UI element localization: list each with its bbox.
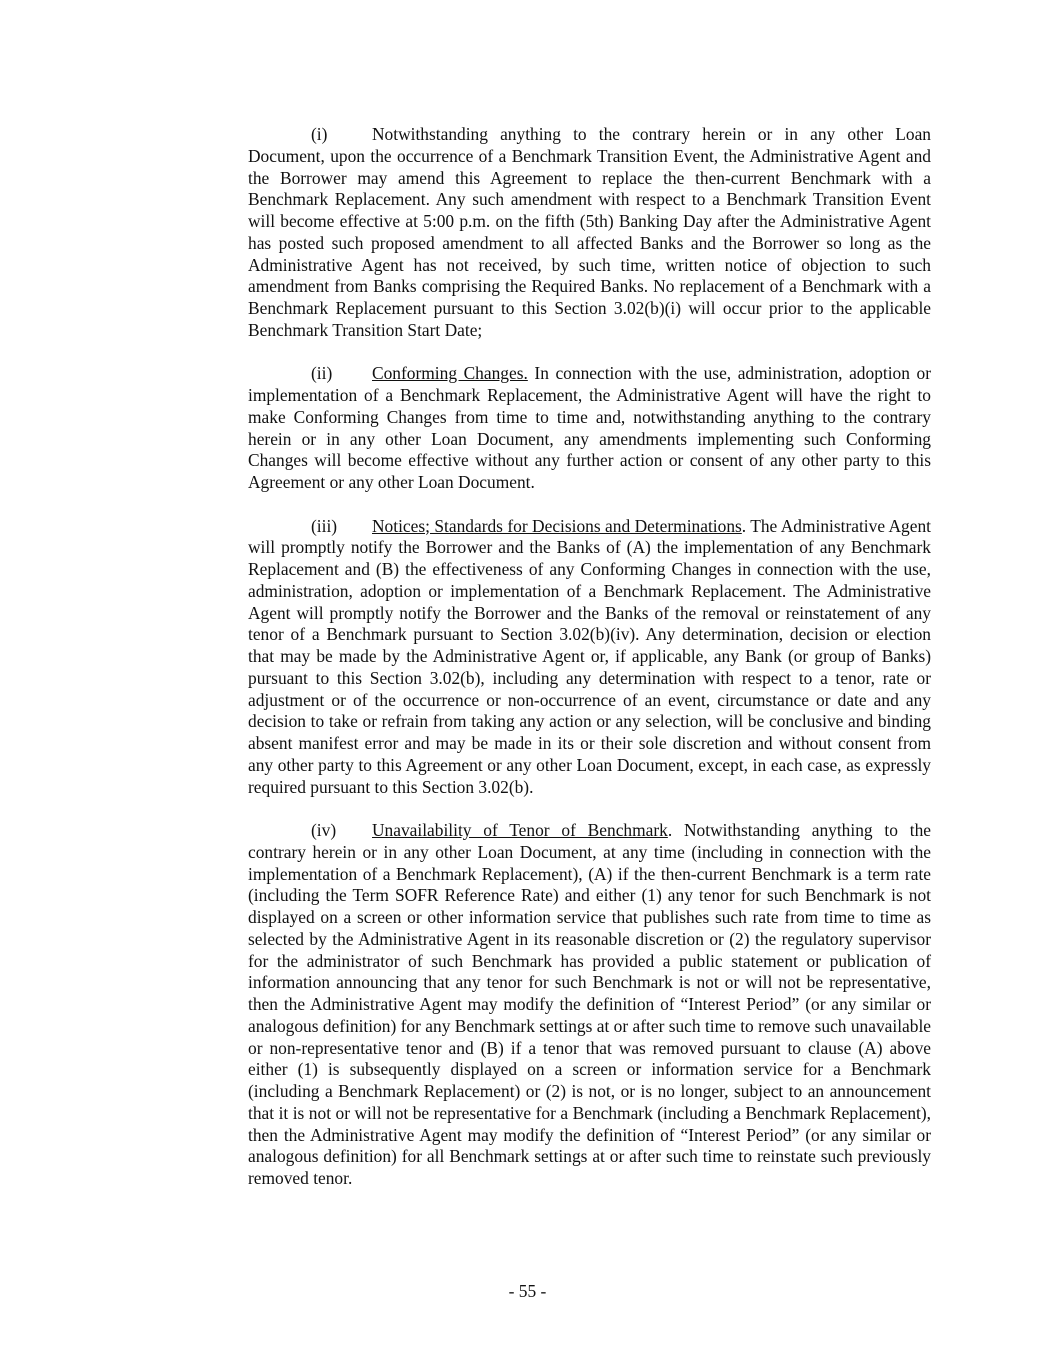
page-number: - 55 -	[508, 1281, 547, 1301]
paragraph-number: (ii)	[311, 363, 333, 384]
paragraph-iv	[248, 820, 931, 1190]
paragraph-ii	[248, 363, 931, 494]
heading-separator: .	[741, 515, 751, 536]
body-text	[248, 124, 931, 1212]
paragraph-body: The Administrative Agent will promptly notify the Borrower and the Banks of (A) the implementation of any Benchmark Replacement and (B) the effectiveness of any Conforming Changes in connection with the use, administration, adoption or implementation of a Benchmark Replacement. The Administrative Agent will promptly notify the Borrower and the Banks of the removal or reinstatement of any tenor of a Benchmark pursuant to Section 3.02(b)(iv). Any determination, decision or election that may be made by the Administrative Agent or, if applicable, any Bank (or group of Banks) pursuant to this Section 3.02(b), including any determination with respect to a tenor, rate or adjustment or of the occurrence or non-occurrence of an event, circumstance or date and any decision to take or refrain from taking any action or any selection, will be conclusive and binding absent manifest error and may be made in its or their sole discretion and without consent from any other party to this Agreement or any other Loan Document, except, in each case, as expressly required pursuant to this Section 3.02(b).	[248, 515, 931, 797]
paragraph-heading: Unavailability of Tenor of Benchmark	[372, 820, 668, 840]
paragraph-number: (iv)	[311, 820, 337, 840]
paragraph-body: Notwithstanding anything to the contrary herein or in any other Loan Document, upon the occurrence of a Benchmark Transition Event, the Administrative Agent and the Borrower may amend this Agreement to replace the then-current Benchmark with a Benchmark Replacement. Any such amendment with respect to a Benchmark Transition Event will become effective at 5:00 p.m. on the fifth (5th) Banking Day after the Administrative Agent has posted such proposed amendment to all affected Banks and the Borrower so long as the Administrative Agent has not received, by such time, written notice of objection to such amendment from Banks comprising the Required Banks. No replacement of a Benchmark with a Benchmark Replacement pursuant to this Section 3.02(b)(i) will occur prior to the applicable Benchmark Transition Start Date;	[248, 124, 931, 340]
paragraph-body: Notwithstanding anything to the contrary herein or in any other Loan Document, at any time (including in connection with the implementation of a Benchmark Replacement), (A) if the then-current Benchmark is a term rate (including the Term SOFR Reference Rate) and either (1) any tenor for such Benchmark is not displayed on a screen or other information service that publishes such rate from time to time as selected by the Administrative Agent in its reasonable discretion or (2) the regulatory supervisor for the administrator of such Benchmark has provided a public statement or publication of information announcing that any tenor for such Benchmark is not or will not be representative, then the Administrative Agent may modify the definition of “Interest Period” (or any similar or analogous definition) for any Benchmark settings at or after such time to remove such unavailable or non-representative tenor and (B) if a tenor that was removed pursuant to clause (A) above either (1) is subsequently displayed on a screen or information service for a Benchmark (including a Benchmark Replacement) or (2) is not, or is no longer, subject to an announcement that it is not or will not be representative for a Benchmark (including a Benchmark Replacement), then the Administrative Agent may modify the definition of “Interest Period” (or any similar or analogous definition) for all Benchmark settings at or after such time to reinstate such previously removed tenor.	[248, 820, 931, 1188]
paragraph-body: In connection with the use, administration, adoption or implementation of a Benchmark Replacement, the Administrative Agent will have the right to make Conforming Changes from time to time and, notwithstanding anything to the contrary herein or in any other Loan Document, any amendments implementing such Conforming Changes will become effective without any further action or consent of any other party to this Agreement or any other Loan Document.	[248, 363, 931, 492]
paragraph-number: (iii)	[311, 515, 338, 536]
paragraph-heading: Conforming Changes.	[372, 363, 528, 384]
paragraph-iii	[248, 516, 931, 799]
paragraph-heading: Notices; Standards for Decisions and Determinations	[372, 515, 742, 536]
paragraph-number: (i)	[311, 124, 328, 144]
heading-separator: .	[667, 820, 684, 840]
paragraph-i	[248, 124, 931, 342]
